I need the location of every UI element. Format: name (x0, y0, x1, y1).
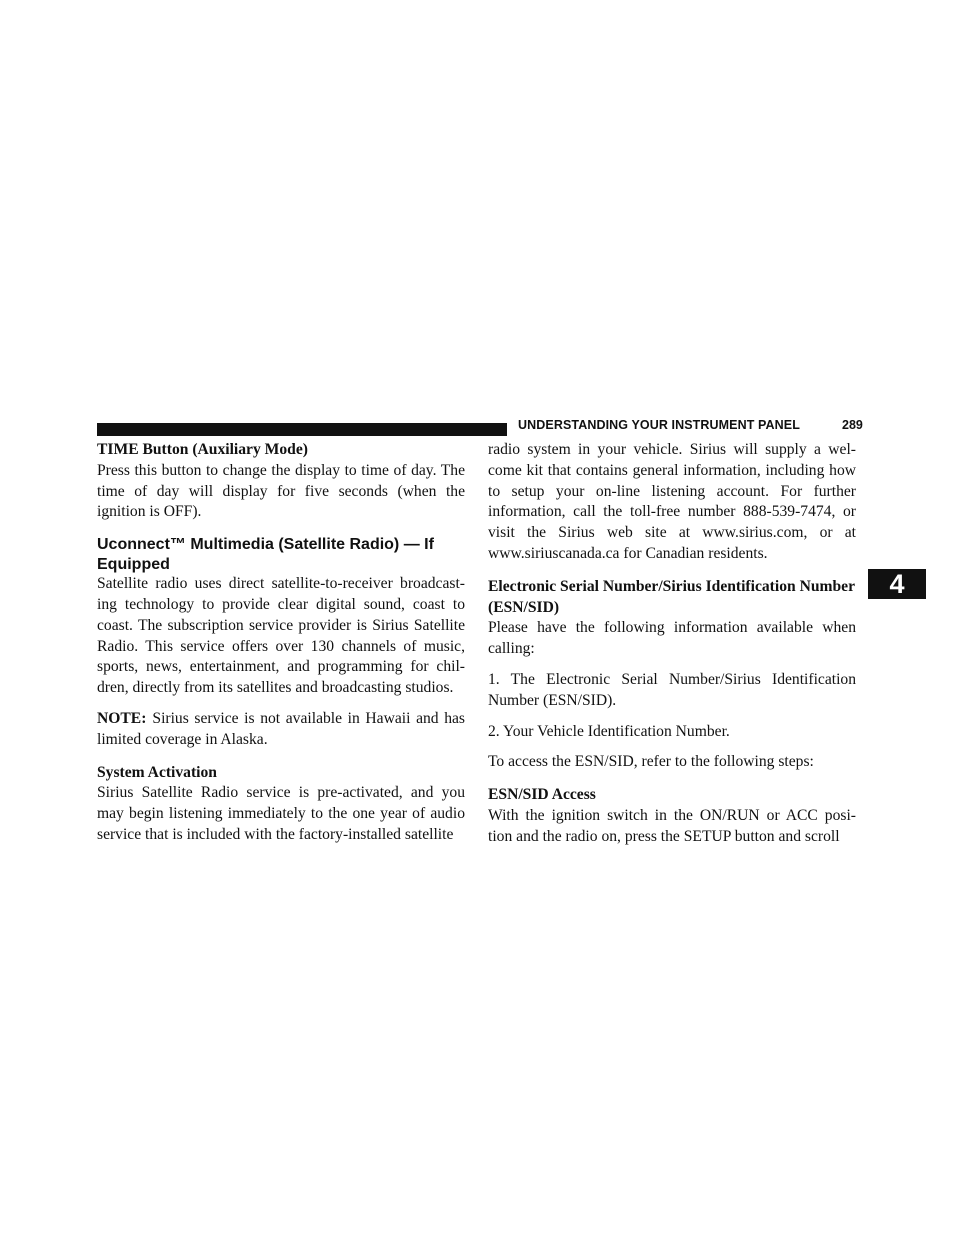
uconnect-paragraph: Satellite radio uses direct satellite-to-receiver broadcast- ing technology to provide clear digital sound, coast to coast. The subscription service provider is Sirius Satellite Radio. This service offers over 130 channels of music, sports, news, entertainment, and programming for chil- dren, directly from its satellites and broadcasting studios. (97, 575, 465, 697)
chapter-tab: 4 (868, 569, 926, 599)
access-paragraph: With the ignition switch in the ON/RUN or ACC posi- tion and the radio on, press the SETUP button and scroll (488, 806, 856, 845)
page-number: 289 (842, 418, 863, 432)
activation-heading: System Activation (97, 763, 217, 781)
section-title: UNDERSTANDING YOUR INSTRUMENT PANEL (518, 418, 800, 432)
access-heading: ESN/SID Access (488, 786, 596, 804)
activation-paragraph: Sirius Satellite Radio service is pre-activated, and you may begin listening immediately to the one year of audio service that is included with the factory-installed satellite (97, 784, 465, 843)
time-button-paragraph: Press this button to change the display to time of day. The time of day will display for five seconds (when the ignition is OFF). (97, 461, 465, 521)
esn-heading: Electronic Serial Number/Sirius Identification Number (ESN/SID) (488, 577, 855, 616)
activation-continued-paragraph: radio system in your vehicle. Sirius will supply a wel- come kit that contains general information, including how to setup your on-line listening account. For further information, call the toll-free number 888-539-7474, or visit the Sirius web site at www.sirius.com, or at www.siriuscanada.ca for Canadian residents. (488, 441, 856, 562)
note-text: Sirius service is not available in Hawaii and has limited coverage in Alaska. (97, 709, 465, 748)
header-rule (97, 423, 507, 436)
note-label: NOTE: (97, 709, 147, 727)
left-column (97, 440, 465, 846)
uconnect-heading: Uconnect™ Multimedia (Satellite Radio) — If Equipped (97, 536, 434, 573)
right-column (488, 440, 856, 848)
time-button-heading: TIME Button (Auxiliary Mode) (97, 441, 308, 458)
access-intro-paragraph: To access the ESN/SID, refer to the following steps: (488, 753, 814, 771)
list-item-1: 1. The Electronic Serial Number/Sirius Identification Number (ESN/SID). (488, 670, 856, 709)
list-item-2: 2. Your Vehicle Identification Number. (488, 722, 730, 740)
esn-intro-paragraph: Please have the following information available when calling: (488, 619, 856, 658)
note-paragraph (97, 709, 465, 751)
